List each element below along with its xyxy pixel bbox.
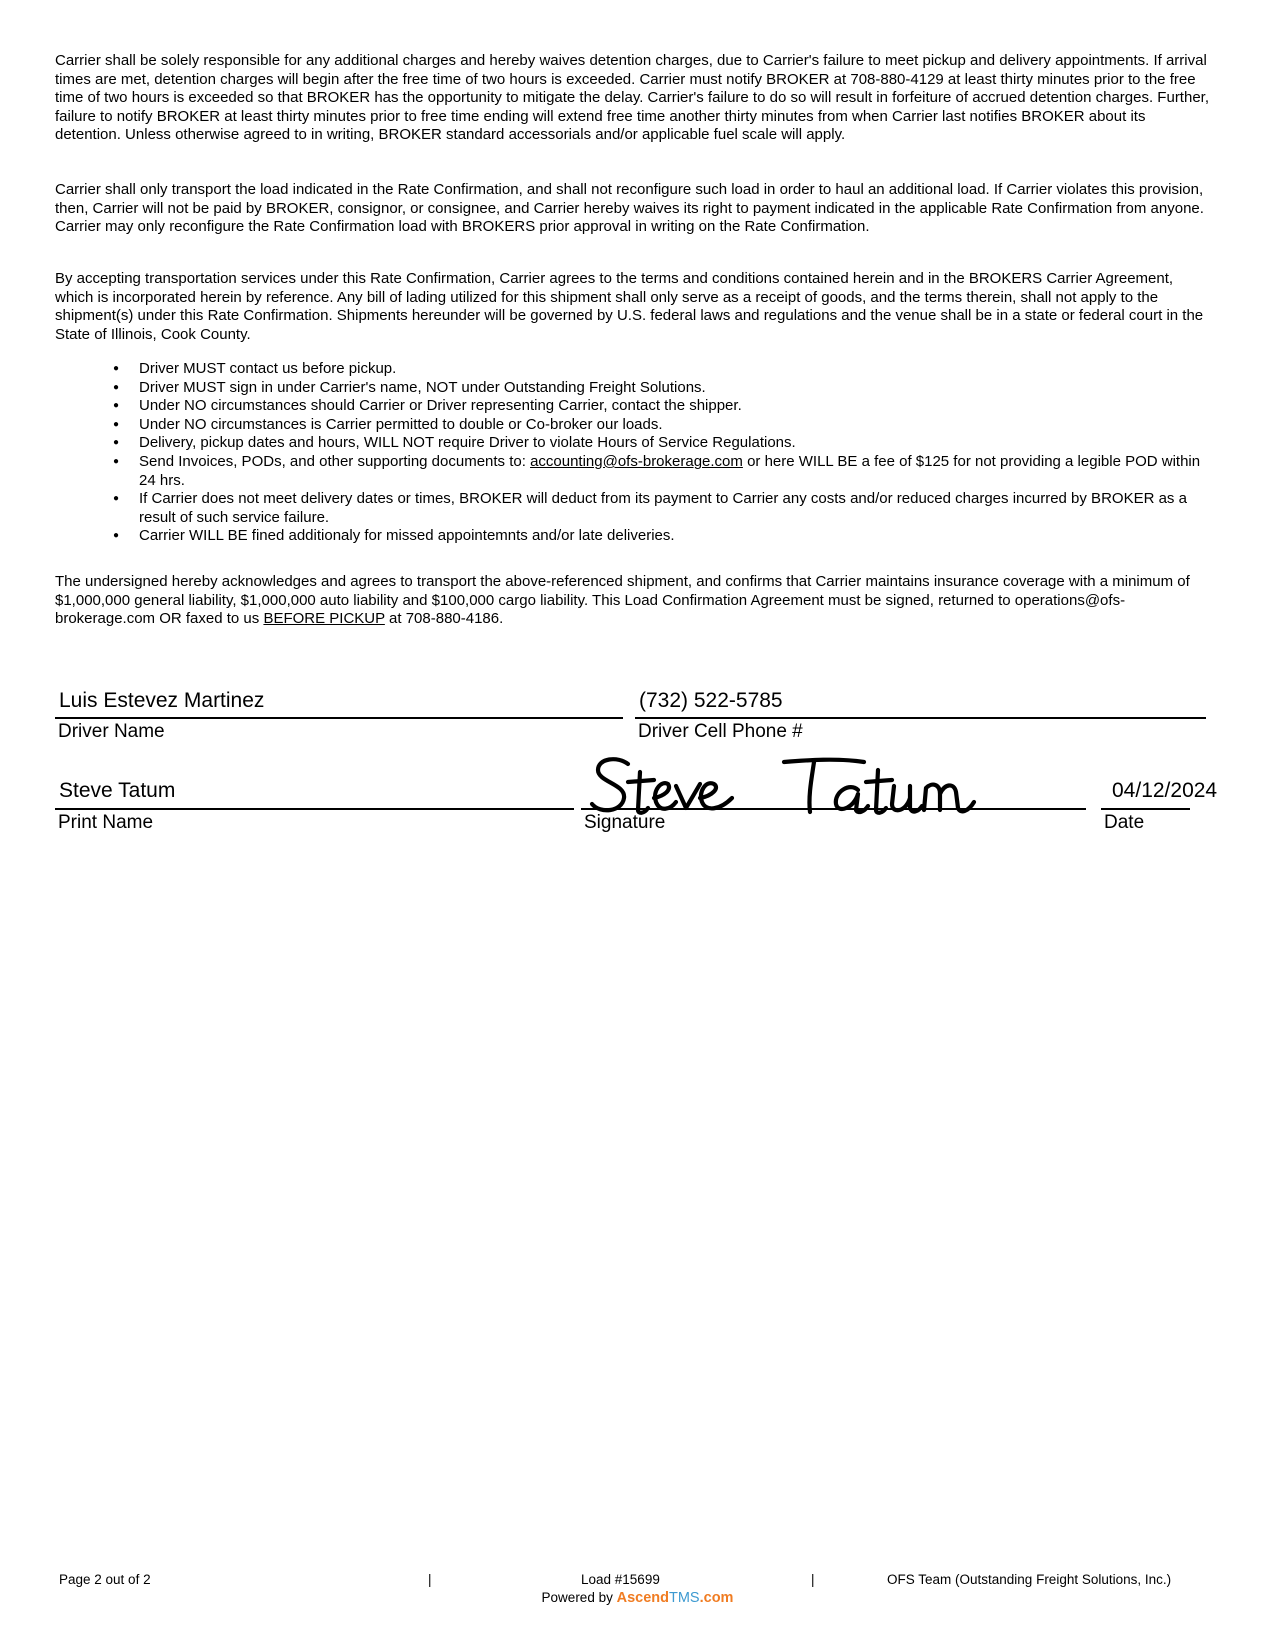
driver-phone-label: Driver Cell Phone # xyxy=(638,721,803,742)
footer-separator: | xyxy=(428,1572,432,1587)
driver-name-value: Luis Estevez Martinez xyxy=(59,689,265,712)
footer-separator: | xyxy=(811,1572,815,1587)
requirements-list xyxy=(55,360,1215,546)
print-name-value: Steve Tatum xyxy=(59,779,176,802)
list-item: ● Carrier WILL BE fined additionaly for missed appointemnts and/or late deliveries. xyxy=(55,527,1215,546)
agreement-paragraph: By accepting transportation services under this Rate Confirmation, Carrier agrees to the terms and conditions contained herein and in the BROKERS Carrier Agreement, which is incorporated herein by reference. Any bill of lading utilized for this shipment shall only serve as a receipt of goods, and the terms therein, shall not apply to the shipment(s) under this Rate Confirmation. Shipments hereunder will be governed by U.S. federal laws and regulations and the venue shall be in a state or federal court in the State of Illinois, Cook County. xyxy=(55,270,1204,343)
list-item-text: or here WILL BE a fee of $125 for not providing a legible POD within 24 hrs. xyxy=(139,452,1201,489)
acknowledgement-text-end: at 708-880-4186. xyxy=(384,610,504,628)
acknowledgement-paragraph xyxy=(55,573,1215,629)
reconfigure-paragraph: Carrier shall only transport the load indicated in the Rate Confirmation, and shall not reconfigure such load in order to haul an additional load. If Carrier violates this provision, then, Carrier will not be paid by BROKER, consignor, or consignee, and Carrier hereby waives its right to payment indicated in the applicable Rate Confirmation from anyone. Carrier may only reconfigure the Rate Confirmation load with BROKERS prior approval in writing on the Rate Confirmation. xyxy=(55,181,1204,236)
list-item-text: Send Invoices, PODs, and other supporting documents to: xyxy=(139,452,531,470)
brand-logo-com: .com xyxy=(699,1590,734,1606)
load-number: Load #15699 xyxy=(581,1572,660,1587)
brand-logo-tms: TMS xyxy=(669,1590,700,1606)
list-item: ● Driver MUST contact us before pickup. xyxy=(55,360,1215,379)
company-name: OFS Team (Outstanding Freight Solutions, Inc.) xyxy=(887,1572,1172,1587)
signature-label: Signature xyxy=(584,812,666,833)
list-item: ● Under NO circumstances should Carrier or Driver representing Carrier, contact the shipper. xyxy=(55,397,1215,416)
list-item xyxy=(55,453,1215,490)
accounting-email-link[interactable]: accounting@ofs-brokerage.com xyxy=(530,452,743,470)
print-name-line xyxy=(55,808,574,810)
date-label: Date xyxy=(1104,812,1145,833)
signature-line xyxy=(581,808,1086,810)
print-name-label: Print Name xyxy=(58,812,154,833)
detention-paragraph: Carrier shall be solely responsible for any additional charges and hereby waives detention charges, due to Carrier's failure to meet pickup and delivery appointments. If arrival times are met, detention charges will begin after the free time of two hours is exceeded. Carrier must notify BROKER at 708-880-4129 at least thirty minutes prior to the free time of two hours is exceeded so that BROKER has the opportunity to mitigate the delay. Carrier's failure to do so will result in forfeiture of accrued detention charges. Further, failure to notify BROKER at least thirty minutes prior to free time ending will extend free time another thirty minutes from when Carrier last notifies BROKER about its detention. Unless otherwise agreed to in writing, BROKER standard accessorials and/or applicable fuel scale will apply. xyxy=(55,52,1209,144)
driver-phone-value: (732) 522-5785 xyxy=(639,689,783,712)
acknowledgement-text: The undersigned hereby acknowledges and agrees to transport the above-referenced shipment, and confirms that Carrier maintains insurance coverage with a minimum of $1,000,000 general liability, $1,000,000 auto liability and $100,000 cargo liability. This Load Confirmation Agreement must be signed, returned to operations@ofs-brokerage.com OR faxed to us xyxy=(55,573,1190,628)
date-value: 04/12/2024 xyxy=(1112,779,1218,802)
page-number: Page 2 out of 2 xyxy=(59,1572,151,1587)
list-item: ● Under NO circumstances is Carrier permitted to double or Co-broker our loads. xyxy=(55,416,1215,435)
driver-name-label: Driver Name xyxy=(58,721,165,742)
powered-by xyxy=(0,1590,1275,1606)
list-item: ● Delivery, pickup dates and hours, WILL NOT require Driver to violate Hours of Service Regulations. xyxy=(55,434,1215,453)
list-item: ● If Carrier does not meet delivery dates or times, BROKER will deduct from its payment to Carrier any costs and/or reduced charges incurred by BROKER as a result of such service failure. xyxy=(55,490,1215,527)
brand-logo-ascend: Ascend xyxy=(616,1590,669,1606)
driver-phone-line xyxy=(635,717,1206,719)
powered-by-text: Powered by xyxy=(541,1590,613,1605)
driver-name-line xyxy=(55,717,623,719)
list-item: ● Driver MUST sign in under Carrier's name, NOT under Outstanding Freight Solutions. xyxy=(55,379,1215,398)
before-pickup-text: BEFORE PICKUP xyxy=(263,610,385,628)
date-line xyxy=(1101,808,1190,810)
